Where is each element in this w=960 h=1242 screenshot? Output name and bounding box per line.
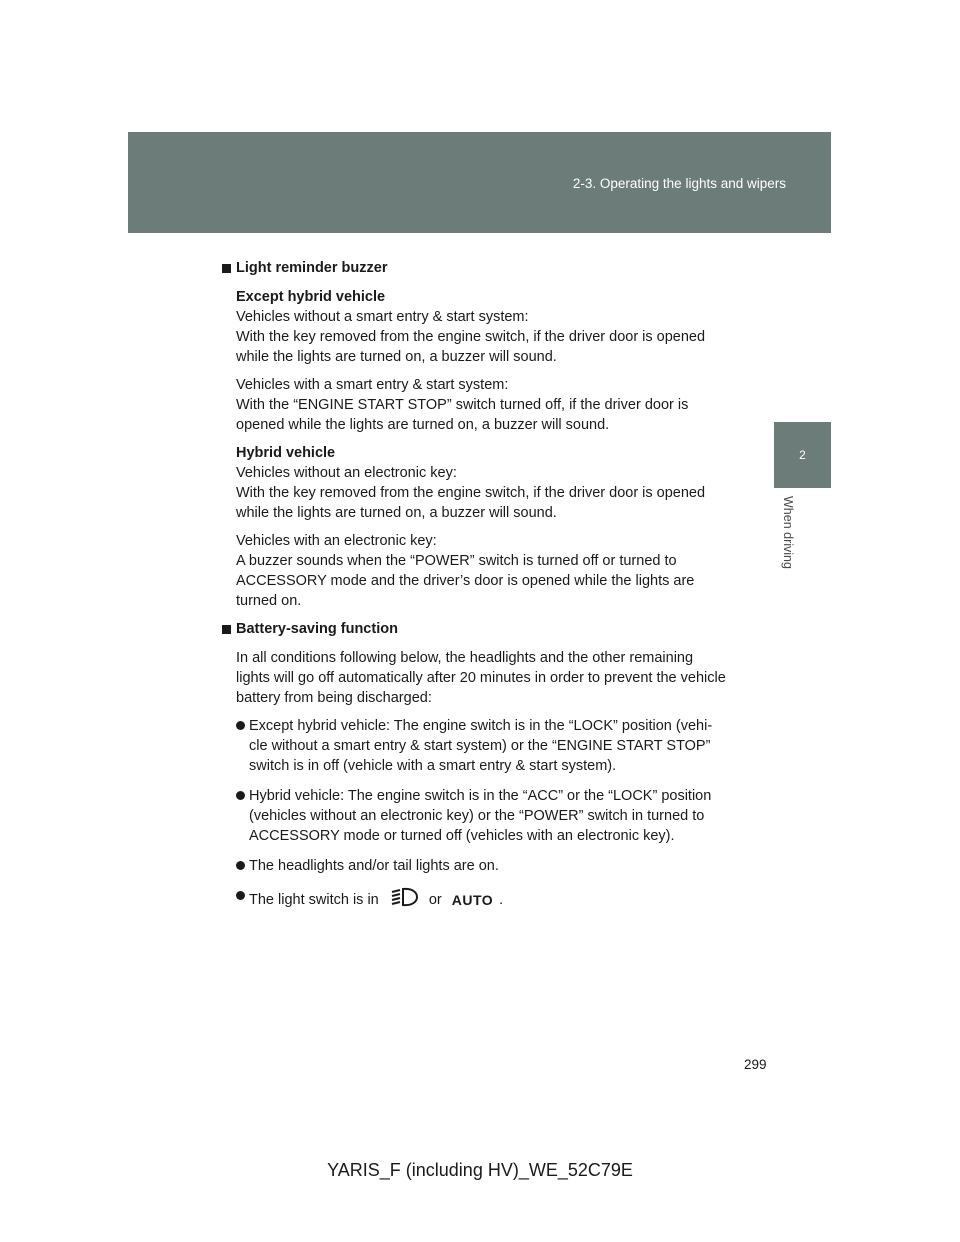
header-title: 2-3. Operating the lights and wipers [572, 176, 786, 191]
chapter-number: 2 [799, 448, 806, 462]
text-line: With the key removed from the engine switch, if the driver door is opened [236, 485, 706, 501]
text-line: In all conditions following below, the headlights and the other remaining [236, 650, 694, 666]
list-item [236, 886, 738, 914]
headlight-icon [389, 886, 419, 914]
text-line: With the key removed from the engine switch, if the driver door is opened [236, 329, 706, 345]
text-line: The headlights and/or tail lights are on. [249, 858, 499, 874]
text-line: Vehicles with an electronic key: [236, 533, 437, 549]
footer-document-code: YARIS_F (including HV)_WE_52C79E [327, 1160, 633, 1180]
text-line: With the “ENGINE START STOP” switch turned off, if the driver door is [236, 397, 689, 413]
square-bullet-icon [222, 625, 231, 634]
text-line: while the lights are turned on, a buzzer will sound. [236, 505, 557, 521]
text-segment: The light switch is in [249, 891, 379, 908]
chapter-label: When driving [781, 496, 795, 569]
section-heading-text: Battery-saving function [236, 621, 398, 637]
text-line: switch is in off (vehicle with a smart entry & start system). [249, 758, 617, 774]
list-item [236, 856, 738, 876]
round-bullet-icon [236, 721, 245, 730]
round-bullet-icon [236, 891, 245, 900]
square-bullet-icon [222, 264, 231, 273]
text-line: lights will go off automatically after 20 minutes in order to prevent the vehicle [236, 670, 726, 686]
paragraph [236, 443, 738, 523]
text-line: ACCESSORY mode or turned off (vehicles with an electronic key). [249, 828, 675, 844]
text-line: battery from being discharged: [236, 690, 432, 706]
text-line: (vehicles without an electronic key) or the “POWER” switch in turned to [249, 808, 705, 824]
page-number: 299 [744, 1057, 767, 1072]
text-line: while the lights are turned on, a buzzer will sound. [236, 349, 557, 365]
round-bullet-icon [236, 861, 245, 870]
text-line: Hybrid vehicle: The engine switch is in the “ACC” or the “LOCK” position [249, 788, 712, 804]
paragraph [236, 648, 738, 708]
section-heading-light-reminder [222, 258, 738, 278]
list-item [236, 786, 738, 846]
text-line: turned on. [236, 593, 302, 609]
text-line: ACCESSORY mode and the driver’s door is opened while the lights are [236, 573, 695, 589]
text-line: A buzzer sounds when the “POWER” switch is turned off or turned to [236, 553, 677, 569]
text-line: Vehicles without an electronic key: [236, 465, 457, 481]
text-line: Vehicles without a smart entry & start system: [236, 309, 529, 325]
auto-light-icon: AUTO [451, 892, 494, 908]
text-line: Vehicles with a smart entry & start system: [236, 377, 509, 393]
section-heading-battery-saving [222, 619, 738, 639]
subheading: Except hybrid vehicle [236, 289, 386, 305]
text-line: opened while the lights are turned on, a buzzer will sound. [236, 417, 610, 433]
section-heading-text: Light reminder buzzer [236, 260, 388, 276]
round-bullet-icon [236, 791, 245, 800]
paragraph [236, 375, 738, 435]
paragraph [236, 287, 738, 367]
paragraph [236, 531, 738, 611]
text-segment: . [499, 891, 504, 908]
header-band [128, 132, 831, 233]
text-line: cle without a smart entry & start system) or the “ENGINE START STOP” [249, 738, 711, 754]
subheading: Hybrid vehicle [236, 445, 336, 461]
chapter-tab [774, 422, 831, 488]
text-segment: or [428, 891, 442, 908]
list-item [236, 716, 738, 776]
page-content [222, 258, 738, 924]
text-line: Except hybrid vehicle: The engine switch is in the “LOCK” position (vehi- [249, 718, 713, 734]
